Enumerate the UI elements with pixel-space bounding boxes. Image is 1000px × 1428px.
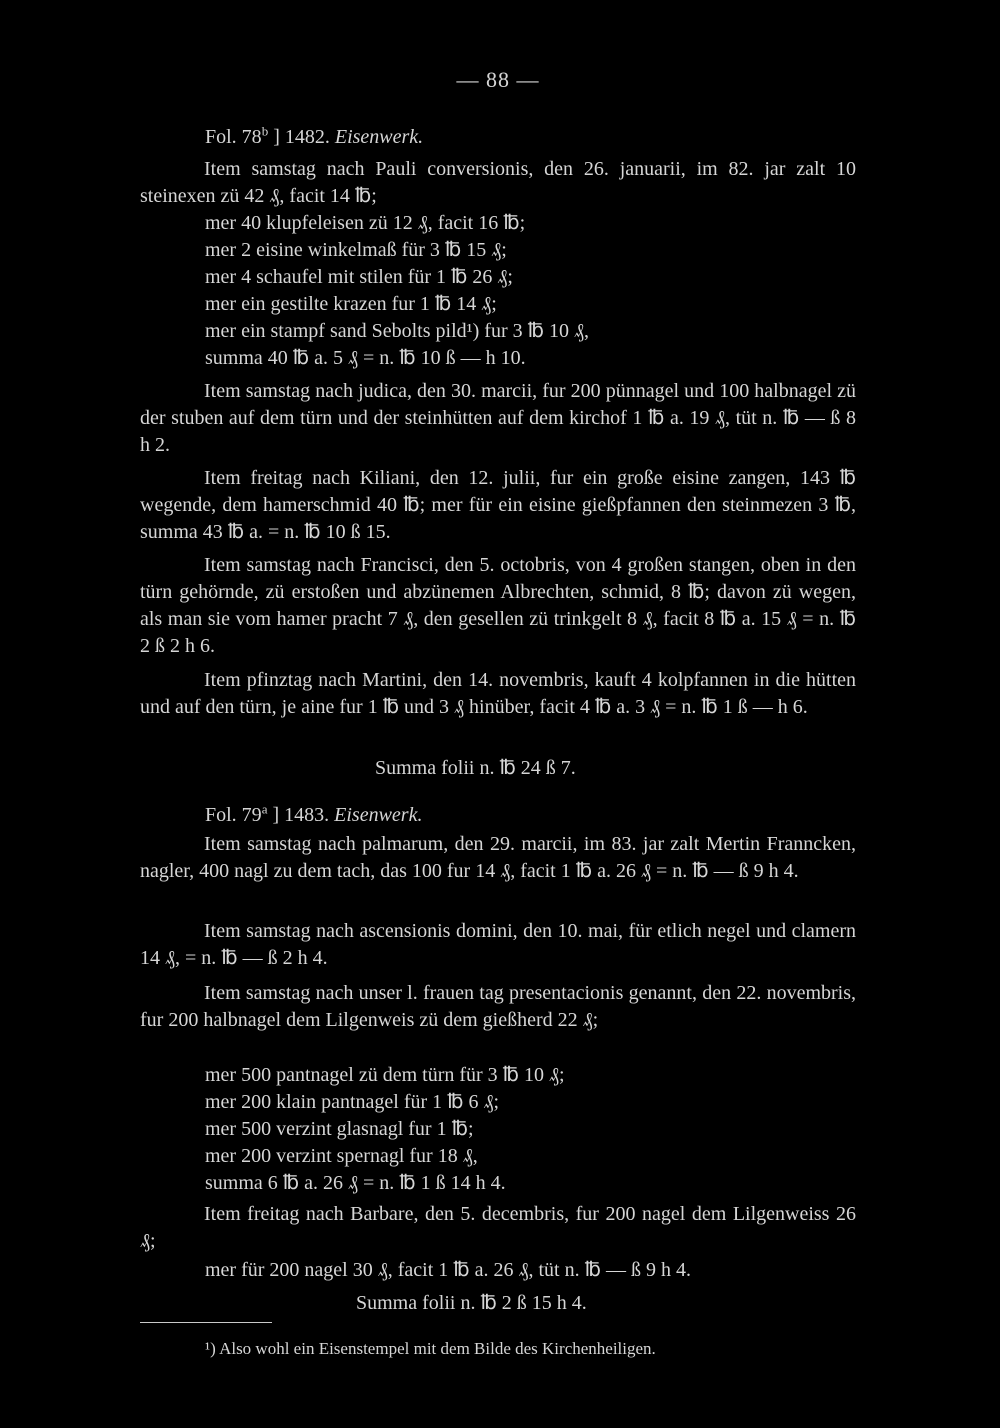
entry-line: mer 4 schaufel mit stilen für 1 ℔ 26 ₰; — [205, 266, 513, 288]
entry-line: summa 40 ℔ a. 5 ₰ = n. ℔ 10 ß — h 10. — [205, 347, 526, 369]
folio-sup: a — [261, 801, 268, 817]
entry-line: mer 40 klupfeleisen zü 12 ₰, facit 16 ℔; — [205, 212, 526, 234]
folio-heading-2 — [205, 802, 422, 829]
entry-line: mer ein stampf sand Sebolts pild¹) fur 3 ℔ 10 ₰, — [205, 320, 589, 342]
entry-paragraph: Item samstag nach judica, den 30. marcii, fur 200 pünnagel und 100 halbnagel zü der stuben auf dem türn und der steinhütten auf dem kirchof 1 ℔ a. 19 ₰, tüt n. ℔ — ß 8 h 2. — [140, 380, 856, 456]
entry-paragraph: Item samstag nach unser l. frauen tag presentacionis genannt, den 22. novembris, fur 200 halbnagel dem Lilgenweis zü dem gießherd 22 ₰; — [140, 982, 856, 1031]
footnote-rule — [140, 1322, 272, 1323]
folio-ref: Fol. 79 — [205, 804, 262, 826]
folio-sup: b — [261, 123, 269, 139]
entry-line: mer 2 eisine winkelmaß für 3 ℔ 15 ₰; — [205, 239, 507, 261]
folio-heading-1 — [205, 124, 423, 151]
folio-year: ] 1483. — [272, 804, 330, 826]
entry-line: summa 6 ℔ a. 26 ₰ = n. ℔ 1 ß 14 h 4. — [205, 1172, 506, 1194]
entry-line: mer ein gestilte krazen fur 1 ℔ 14 ₰; — [205, 293, 497, 315]
entry-paragraph: Item freitag nach Kiliani, den 12. julii, fur ein große eisine zangen, 143 ℔ wegende, dem hamerschmid 40 ℔; mer für ein eisine gießpfannen den steinmezen 3 ℔, summa 43 ℔ a. = n. ℔ 10 ß 15. — [140, 467, 856, 543]
folio-sum: Summa folii n. ℔ 24 ß 7. — [375, 757, 576, 779]
entry-line: mer für 200 nagel 30 ₰, facit 1 ℔ a. 26 ₰, tüt n. ℔ — ß 9 h 4. — [205, 1259, 691, 1281]
folio-year: ] 1482. — [273, 126, 330, 148]
entry-line: mer 500 pantnagel zü dem türn für 3 ℔ 10 ₰; — [205, 1064, 565, 1086]
folio-ref: Fol. 78 — [205, 126, 262, 148]
entry-paragraph: Item freitag nach Barbare, den 5. decembris, fur 200 nagel dem Lilgenweiss 26 ₰; — [140, 1203, 856, 1252]
entry-paragraph: Item pfinztag nach Martini, den 14. novembris, kauft 4 kolpfannen in die hütten und auf den türn, je aine fur 1 ℔ und 3 ₰ hinüber, facit 4 ℔ a. 3 ₰ = n. ℔ 1 ß — h 6. — [140, 669, 856, 718]
entry-paragraph: Item samstag nach palmarum, den 29. marcii, im 83. jar zalt Mertin Franncken, nagler, 400 nagl zu dem tach, das 100 fur 14 ₰, facit 1 ℔ a. 26 ₰ = n. ℔ — ß 9 h 4. — [140, 833, 856, 882]
entry-line: mer 200 verzint spernagl fur 18 ₰, — [205, 1145, 478, 1167]
section-title: Eisenwerk. — [334, 804, 423, 826]
entry-paragraph: Item samstag nach Pauli conversionis, den 26. januarii, im 82. jar zalt 10 steinexen zü 42 ₰, facit 14 ℔; — [140, 158, 856, 207]
entry-paragraph: Item samstag nach ascensionis domini, den 10. mai, für etlich negel und clamern 14 ₰, = n. ℔ — ß 2 h 4. — [140, 920, 856, 969]
section-title: Eisenwerk. — [334, 126, 424, 148]
folio-sum: Summa folii n. ℔ 2 ß 15 h 4. — [356, 1292, 587, 1314]
page-number: — 88 — — [456, 67, 540, 92]
entry-line: mer 200 klain pantnagel für 1 ℔ 6 ₰; — [205, 1091, 500, 1113]
entry-line: mer 500 verzint glasnagl fur 1 ℔; — [205, 1118, 474, 1140]
footnote: ¹) Also wohl ein Eisenstempel mit dem Bilde des Kirchenheiligen. — [205, 1339, 656, 1358]
entry-paragraph: Item samstag nach Francisci, den 5. octobris, von 4 großen stangen, oben in den türn gehörnde, zü erstoßen und abzünemen Albrechten, schmid, 8 ℔; davon zü wegen, als man sie vom hamer pracht 7 ₰, den gesellen zü trinkgelt 8 ₰, facit 8 ℔ a. 15 ₰ = n. ℔ 2 ß 2 h 6. — [140, 554, 856, 657]
